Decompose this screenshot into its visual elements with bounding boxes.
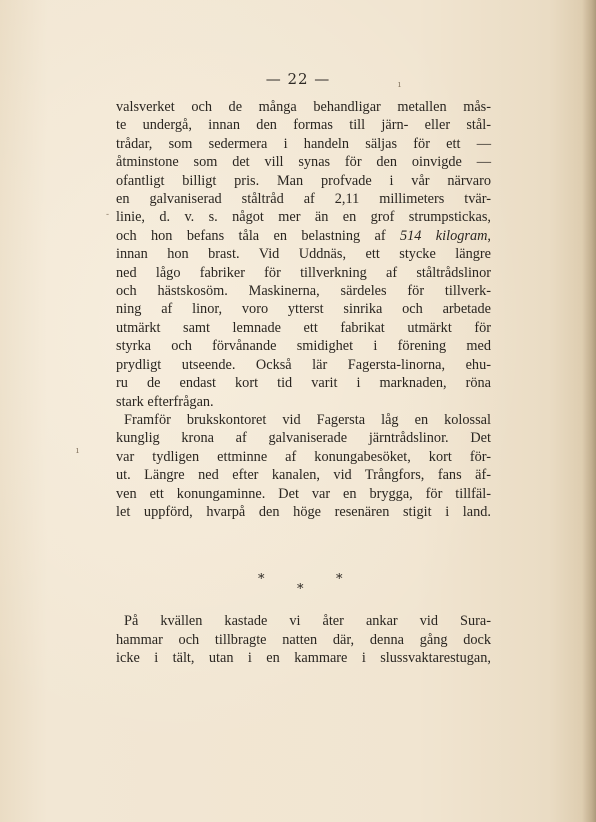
page-number: — 22 — xyxy=(265,70,331,88)
text-line: Framför brukskontoret vid Fagersta låg en kolossal xyxy=(124,411,491,428)
text-line: kunglig krona af galvaniserade järntrådslinor. Det xyxy=(116,430,491,447)
text-line: linie, d. v. s. något mer än en grof strumpstickas, xyxy=(116,209,491,226)
text-line: utmärkt samt lemnade ett fabrikat utmärkt för xyxy=(116,319,491,336)
separator-star: * xyxy=(297,582,304,597)
text-line: åtminstone som det vill synas för den oinvigde — xyxy=(116,154,491,171)
text-line: ning af linor, voro ytterst sinrika och arbetade xyxy=(116,301,491,318)
text-line-content: och hon befans tåla en belastning af 514 kilogram, xyxy=(116,227,491,244)
text-line: och hästskosöm. Maskinerna, särdeles för tillverk- xyxy=(116,283,491,300)
text-line: trådar, som sedermera i handeln säljas för ett — xyxy=(116,135,491,152)
italic-emphasis: 514 kilogram xyxy=(399,227,488,244)
text-block-final xyxy=(116,612,491,668)
text-line: På kvällen kastade vi åter ankar vid Sura- xyxy=(124,613,491,629)
text-line: ofantligt billigt pris. Man profvade i vår närvaro xyxy=(116,172,491,189)
page-edge-shadow xyxy=(582,0,596,822)
text-line: prydligt utseende. Också lär Fagersta-linorna, ehu- xyxy=(116,356,491,373)
text-line: ru de endast kort tid varit i marknaden, röna xyxy=(116,375,491,392)
text-line: innan hon brast. Vid Uddnäs, ett stycke längre xyxy=(116,246,491,263)
text-line: icke i tält, utan i en kammare i slussvaktarestugan, xyxy=(116,650,491,667)
text-line: stark efterfrågan. xyxy=(116,393,214,410)
text-line: styrka och förvånande smidighet i förening med xyxy=(116,338,491,355)
text-line-italic-weight xyxy=(116,227,491,245)
paper-speck: ı xyxy=(76,446,79,456)
separator-star: * xyxy=(258,572,265,587)
paper-speck: - xyxy=(106,210,110,220)
text-line: hammar och tillbragte natten där, denna gång dock xyxy=(116,631,491,648)
text-line: en galvaniserad ståltråd af 2,11 millimeters tvär- xyxy=(116,191,491,208)
separator-star: * xyxy=(336,572,343,587)
paper-speck: ı xyxy=(398,80,401,90)
text-line: ven ett konungaminne. Det var en brygga, för tillfäl- xyxy=(116,485,491,502)
text-block-main xyxy=(116,98,491,521)
text-line: valsverket och de många behandligar metallen mås- xyxy=(116,99,491,115)
section-separator xyxy=(0,572,596,602)
text-line: ut. Längre ned efter kanalen, vid Trångfors, fans äf- xyxy=(116,467,491,484)
text-line: let uppförd, hvarpå den höge resenären stigit i land. xyxy=(116,503,491,520)
text-line: var tydligen ettminne af konungabesöket, kort för- xyxy=(116,448,491,465)
text-line: ned lågo fabriker för tillverkning af ståltrådslinor xyxy=(116,264,491,281)
text-line: te undergå, innan den formas till järn- eller stål- xyxy=(116,117,491,134)
